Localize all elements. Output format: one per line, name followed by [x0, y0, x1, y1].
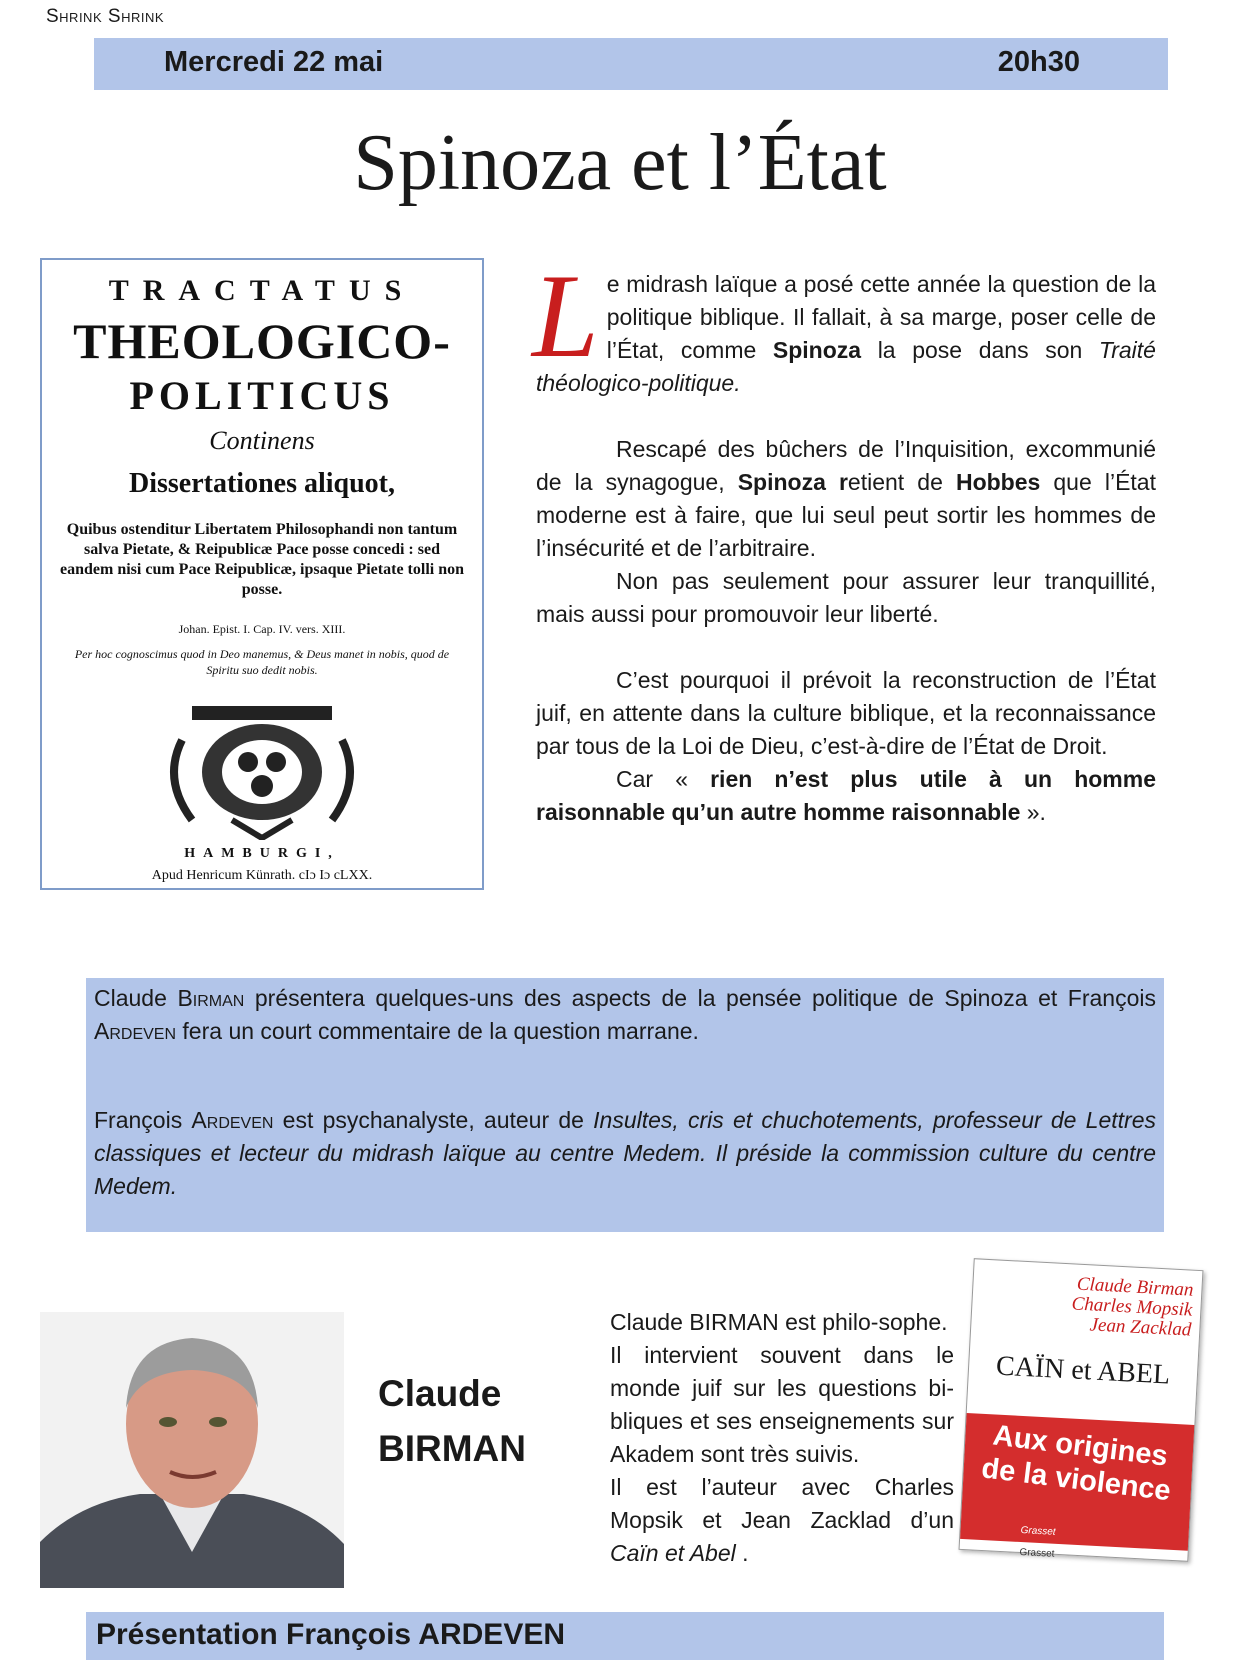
intro-p2-hobbes: Hobbes	[955, 469, 1041, 495]
cover-line-9: HAMBURGI,	[184, 846, 340, 861]
info-p1-text-b: fera un court commentaire de la question marrane.	[176, 1018, 699, 1044]
cover-line-5: Dissertationes aliquot,	[129, 468, 395, 499]
bio-p3-text-a: Il est l’auteur avec Charles Mopsik et Jean Zacklad d’un	[610, 1474, 954, 1533]
bio-paragraph-1: Claude BIRMAN est philo-sophe.	[610, 1309, 948, 1335]
portrait-person-icon	[40, 1312, 344, 1588]
info-p1-name2-first: François	[1067, 985, 1156, 1011]
portrait-photo	[40, 1312, 344, 1588]
info-p1-name2-last: Ardeven	[94, 1018, 177, 1044]
speaker-bio	[610, 1306, 954, 1570]
bio-p3-book-title: Caïn et Abel	[610, 1540, 736, 1566]
book2-publisher: Grasset	[1020, 1525, 1056, 1538]
intro-p5-text-b: ».	[1020, 799, 1046, 825]
drop-cap: L	[532, 249, 599, 382]
cover-line-3: POLITICUS	[129, 373, 395, 418]
intro-p5-quote: rien n’est plus utile à un homme raisonnable qu’un autre homme raisonnable	[536, 766, 1156, 825]
cover-line-7: Johan. Epist. I. Cap. IV. vers. XIII.	[178, 622, 346, 636]
book2-title: CAÏN et ABEL	[995, 1350, 1171, 1391]
intro-paragraph-4: C’est pourquoi il prévoit la reconstruction de l’État juif, en attente dans la culture biblique, et la reconnaissance par tous de la Loi de Dieu, c’est-à-dire de l’État de Droit.	[536, 667, 1156, 759]
intro-p2-spinoza: Spinoza	[737, 469, 826, 495]
intro-text	[532, 249, 1156, 829]
intro-p1-text-b: la pose dans son	[861, 337, 1099, 363]
intro-paragraph-5	[536, 763, 1156, 829]
info-paragraph-1	[94, 982, 1156, 1048]
book2-subtitle: Aux origines de la violence	[979, 1419, 1173, 1508]
cover-line-10: Apud Henricum Künrath. cIɔ Iɔ cLXX.	[151, 868, 373, 883]
book2-author-3: Jean Zacklad	[1089, 1314, 1192, 1341]
event-time: 20h30	[997, 46, 1080, 78]
footer-bar	[86, 1612, 1164, 1660]
intro-paragraph-1	[532, 249, 1156, 400]
speaker-name	[378, 1366, 526, 1476]
book2-author-1: Claude Birman	[1076, 1273, 1194, 1301]
info-p1-name1-last: Birman	[177, 985, 245, 1011]
book2-publisher-bottom: Grasset	[1019, 1546, 1055, 1560]
event-date: Mercredi 22 mai	[164, 46, 384, 78]
date-bar	[94, 38, 1168, 90]
cover-line-2: THEOLOGICO-	[73, 313, 451, 369]
cover-line-8: Per hoc cognoscimus quod in Deo manemus, & Deus manet in nobis, quod de Spiritu suo dedit nobis.	[74, 647, 450, 677]
bio-paragraph-3	[610, 1471, 954, 1570]
tractatus-cover-image	[40, 258, 484, 890]
bio-p3-text-b: .	[735, 1540, 749, 1566]
info-p2-text-a: est psychanalyste, auteur de	[273, 1107, 594, 1133]
intro-p1-spinoza: Spinoza	[772, 337, 862, 363]
header-label: Shrink Shrink	[46, 6, 165, 27]
book2-authors	[1070, 1274, 1194, 1340]
intro-p1-work-title: Traité théologico-politique.	[536, 337, 1156, 396]
intro-p2-text-c: que l’État moderne est à faire, que lui seul peut sortir les hommes de l’insécurité et de l’arbitraire.	[536, 469, 1156, 561]
cover-line-1: TRACTATUS	[108, 274, 416, 307]
intro-p2-text-b: etient de	[847, 469, 956, 495]
info-p1-name1-first: Claude	[94, 985, 178, 1011]
info-p1-text-a: présentera quelques-uns des aspects de la pensée politique de Spinoza et	[244, 985, 1068, 1011]
speaker-last-name: BIRMAN	[378, 1428, 526, 1469]
intro-p1-text-a: e midrash laïque a posé cette année la question de la politique biblique. Il fallait, à sa marge, poser celle de l’État, comme	[606, 271, 1156, 363]
intro-paragraph-3: Non pas seulement pour assurer leur tranquillité, mais aussi pour promouvoir leur liberté.	[536, 568, 1156, 627]
intro-p5-text-a: Car «	[616, 766, 711, 792]
printer-ornament-icon	[162, 700, 362, 840]
intro-paragraph-2	[536, 433, 1156, 565]
info-p2-last: Ardeven	[191, 1107, 274, 1133]
cain-abel-book-cover	[959, 1258, 1204, 1562]
intro-p2-r: r	[825, 469, 848, 495]
info-p2-italic: Insultes, cris et chuchotements, professeur de Lettres classiques et lecteur du midrash laïque au centre Medem. Il préside la commission culture du centre Medem.	[94, 1107, 1156, 1199]
info-p2-first: François	[94, 1107, 192, 1133]
bio-paragraph-2: Il intervient souvent dans le monde juif sur les questions bi-bliques et ses enseignements sur Akadem sont très suivis.	[610, 1342, 954, 1467]
intro-p2-text-a: Rescapé des bûchers de l’Inquisition, excommunié de la synagogue,	[536, 436, 1156, 495]
speaker-first-name: Claude	[378, 1373, 502, 1414]
info-box	[86, 978, 1164, 1232]
cover-line-6: Quibus ostenditur Libertatem Philosophandi non tantum salva Pietate, & Reipublicæ Pace posse concedi : sed eandem nisi cum Pace Reipublicæ, ipsaque Pietate tolli non posse.	[60, 521, 464, 598]
page-title: Spinoza et l’État	[353, 119, 887, 207]
book2-red-band	[960, 1413, 1194, 1560]
cover-line-4: Continens	[209, 426, 315, 455]
book2-author-2: Charles Mopsik	[1071, 1293, 1193, 1321]
info-paragraph-2	[94, 1104, 1156, 1203]
footer-presenter: Présentation François ARDEVEN	[96, 1618, 565, 1651]
